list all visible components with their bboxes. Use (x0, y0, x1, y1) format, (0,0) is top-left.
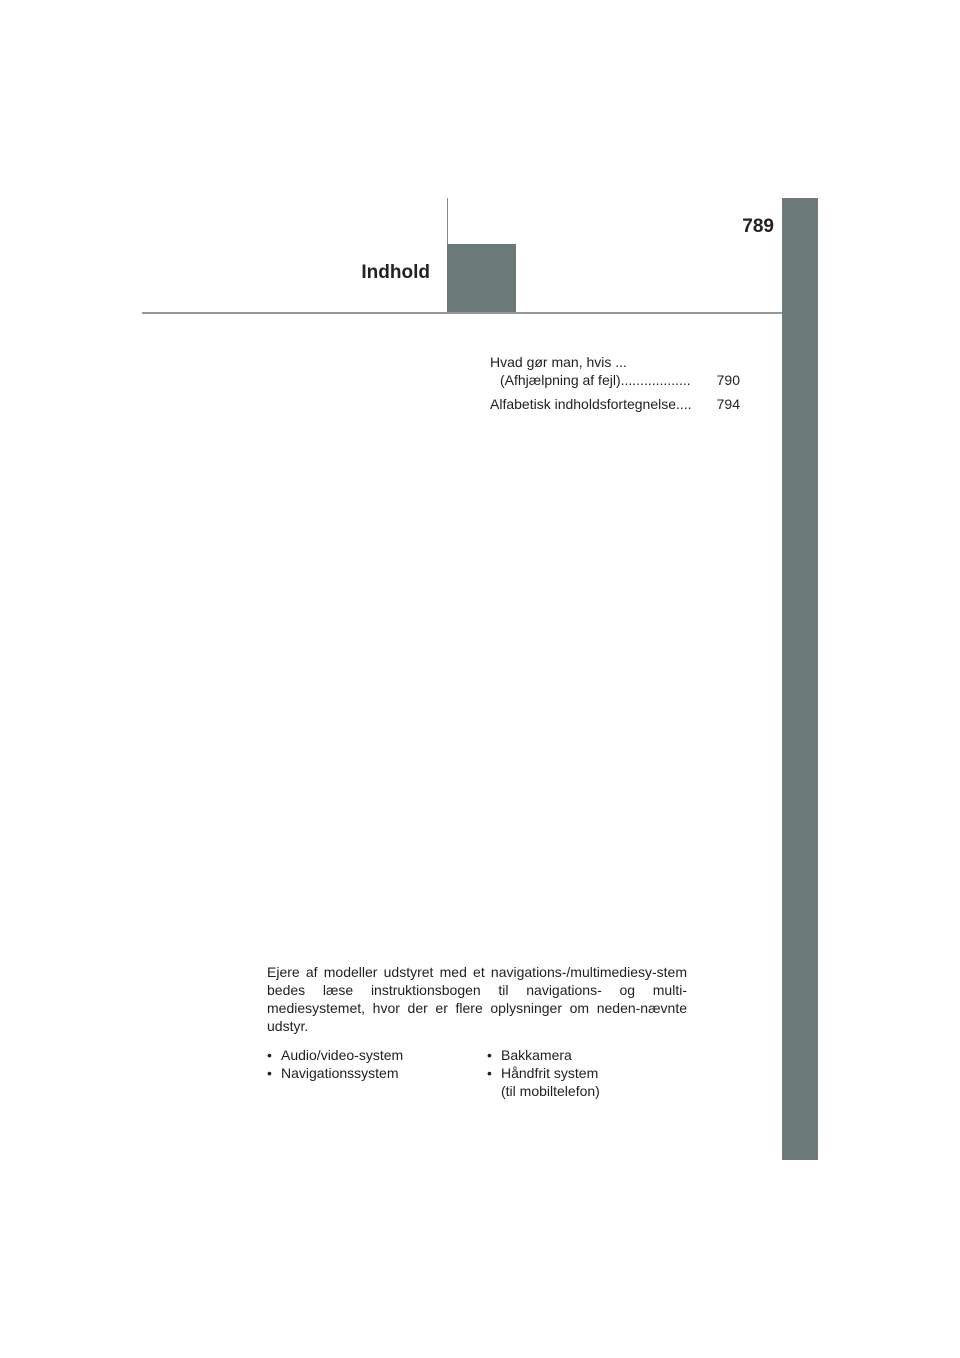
bullet-icon: • (267, 1047, 272, 1063)
navigation-note-paragraph: Ejere af modeller udstyret med et navigations-/multimediesy-stem bedes læse instruktionsbogen til navigations- og multi-mediesystemet, hvor der er flere oplysninger om neden-nævnte udstyr. (267, 964, 687, 1034)
equipment-list-left (267, 1046, 467, 1082)
toc-entry-index[interactable] (490, 395, 740, 413)
bullet-icon: • (487, 1047, 492, 1063)
bullet-icon: • (487, 1065, 492, 1081)
header-vertical-line (447, 198, 448, 244)
header-section-block (447, 244, 516, 313)
header-rule (142, 312, 782, 314)
toc-entry-title (490, 353, 740, 371)
side-thumb-tab (782, 198, 818, 1160)
toc-leader-dots: .... (676, 396, 692, 412)
toc-entry-title (490, 395, 740, 413)
list-item (487, 1064, 687, 1100)
toc-entry-subtitle (490, 371, 740, 389)
list-item (487, 1046, 687, 1064)
table-of-contents (490, 353, 740, 419)
toc-page-number: 794 (716, 396, 740, 412)
section-title: Indhold (361, 262, 430, 283)
equipment-list-right (487, 1046, 687, 1100)
list-item (267, 1046, 467, 1064)
toc-page-number: 790 (716, 372, 740, 388)
bullet-icon: • (267, 1065, 272, 1081)
toc-entry-title-text: Hvad gør man, hvis ... (490, 354, 627, 370)
list-item-label: Navigationssystem (281, 1065, 399, 1081)
toc-entry-troubleshooting[interactable] (490, 353, 740, 389)
page-number: 789 (742, 216, 774, 237)
toc-entry-title-text: Alfabetisk indholdsfortegnelse (490, 396, 677, 412)
list-item-sublabel: (til mobiltelefon) (501, 1083, 600, 1099)
toc-entry-subtitle-text: (Afhjælpning af fejl) (500, 372, 621, 388)
list-item-label: Bakkamera (501, 1047, 572, 1063)
list-item-label: Audio/video-system (281, 1047, 404, 1063)
list-item-label: Håndfrit system (501, 1065, 599, 1081)
list-item (267, 1064, 467, 1082)
toc-leader-dots: .................. (620, 372, 691, 388)
